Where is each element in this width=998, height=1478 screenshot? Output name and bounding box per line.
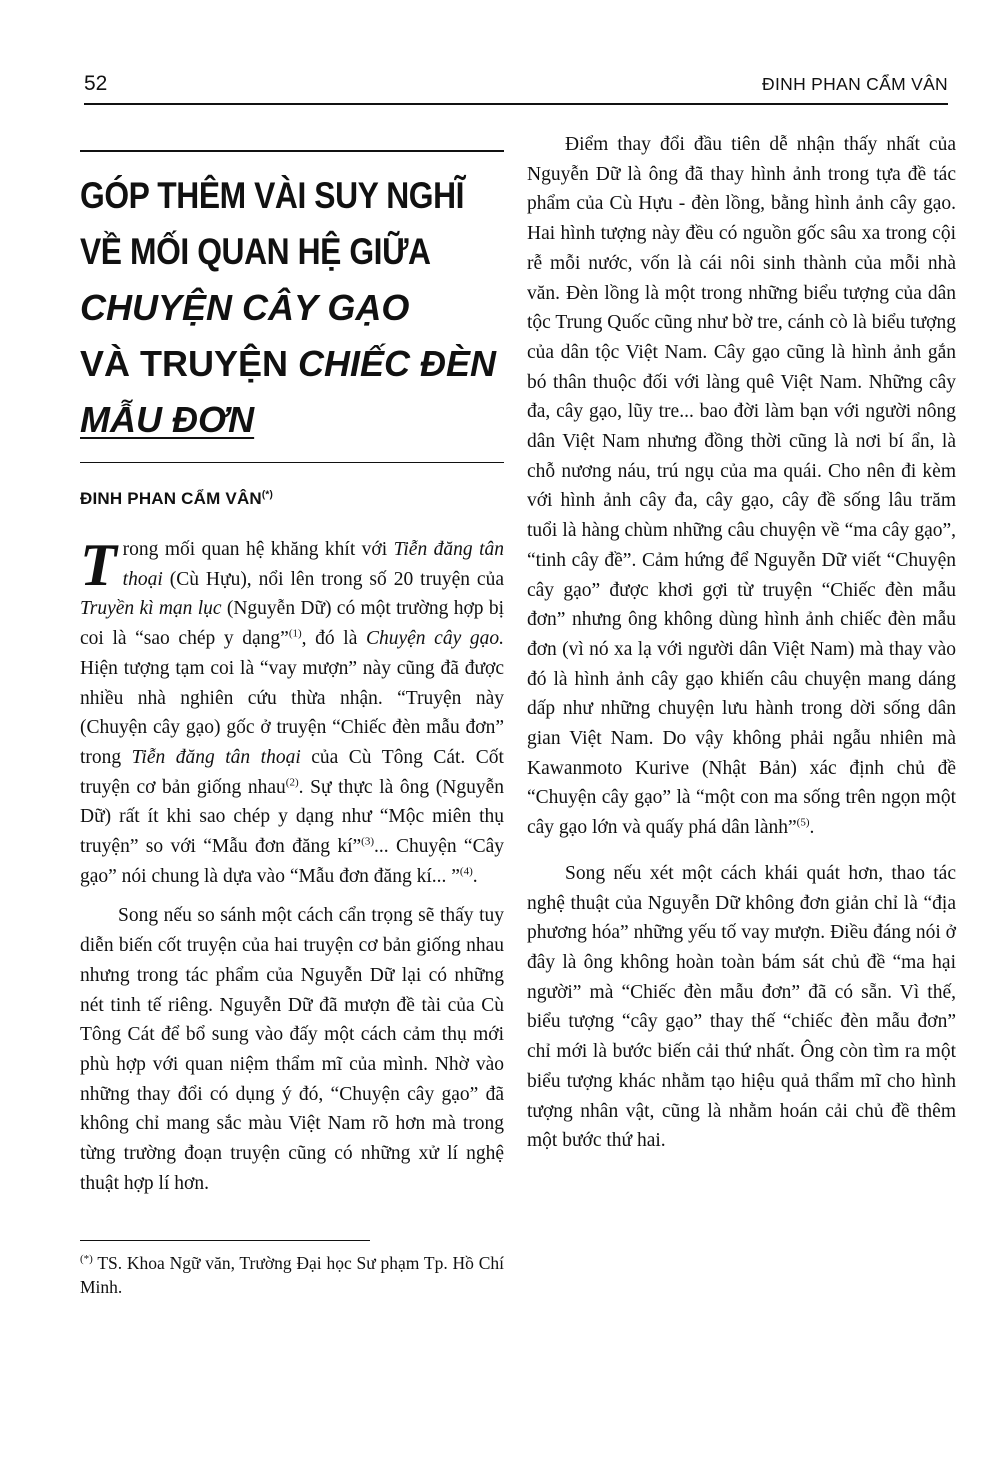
p1-text-k: . Sự thực là ông (Nguyễn Dữ) rất ít khi sao chép y dạng như “Mộc miên thụ truyện” so với “Mẫu đơn đăng kí” [80,776,505,858]
title-bottom-rule [80,462,504,463]
author-note-mark: (*) [261,489,274,501]
footnote-text: TS. Khoa Ngữ văn, Trường Đại học Sư phạm Tp. Hồ Chí Minh. [80,1253,504,1298]
p1-text-f: , đó là [301,628,366,650]
author-byline [80,489,504,509]
p1-text-d: Truyền kì mạn lục [80,598,222,620]
paragraph-2: Song nếu so sánh một cách cẩn trọng sẽ thấy tuy diễn biến cốt truyện của hai truyện cơ bản giống nhau nhưng trong tác phẩm của Nguyễn Dữ lại có những nét tinh tế riêng. Nguyễn Dữ đã mượn đề tài của Cù Tông Cát để bổ sung vào đấy một cách cảm thụ mới phù hợp với quan niệm thẩm mĩ của mình. Nhờ vào những thay đổi có dụng ý đó, “Chuyện cây gạo” đã không chỉ mang sắc màu Việt Nam rõ hơn mà trong từng trường đoạn truyện cũng có những xử lí nghệ thuật hợp lí hơn. [80,905,504,1194]
p1-text-e: (Nguyễn Dữ) có một trường hợp bị coi là “sao chép y dạng” [80,598,505,650]
p1-text-g: Chuyện cây gạo. [365,628,504,650]
p1-text-m: . [472,865,478,887]
drop-cap: T [80,532,117,598]
title-line-5: MẪU ĐƠN [80,399,255,440]
title-line-4-plain: VÀ TRUYỆN [80,343,299,384]
p3-text-a: Điểm thay đổi đầu tiên dễ nhận thấy nhất của Nguyễn Dữ là ông đã thay hình ảnh trong tựa đề tác phẩm của Cù Hựu - đèn lồng, bằng hình ảnh cây gạo. Hai hình tượng này đều có nguồn gốc sâu xa trong cội rễ mỗi nước, vốn là cái nôi sinh thành của mỗi nhà văn. Đèn lồng là một trong những biểu tượng của dân tộc Trung Quốc cũng như bờ tre, cánh cò là biểu tượng của dân tộc Việt Nam. Cây gạo cũng là hình ảnh gắn bó thân thuộc đối với làng quê Việt Nam. Những cây đa, cây gạo, lũy tre... bao đời làm bạn với người nông dân Việt Nam nhưng đồng thời cũng là nơi bí ẩn, là chỗ nương náu, trú ngụ của ma quái. Cho nên đi kèm với hình ảnh cây đa, cây gạo, cây đề sống lâu trăm tuổi là hàng chùm những câu chuyện về “ma cây gạo”, “tinh cây đề”. Cảm hứng để Nguyễn Dữ viết “Chuyện cây gạo” được khơi gợi từ truyện “Chiếc đèn mẫu đơn” nhưng ông không dùng hình ảnh chiếc đèn mẫu đơn (vì nó xa lạ với người dân Việt Nam) mà thay vào đó là hình ảnh cây gạo khiến câu chuyện mang dáng dấp như những chuyện lưu hành trong dời sống dân gian Việt Nam. Do vậy không phải ngẫu nhiên mà Kawanmoto Kurive (Nhật Bản) xác định chủ đề “Chuyện cây gạo” là “một con ma sống trên ngọn một cây gạo lớn và quấy phá dân lành” [527,134,956,839]
p3-text-b: . [809,817,815,839]
page-header [84,72,948,102]
right-column [527,130,956,1156]
title-line-3: CHUYỆN CÂY GẠO [80,287,410,328]
title-line-4-italic: CHIẾC ĐÈN [298,343,497,384]
paragraph-4: Song nếu xét một cách khái quát hơn, thao tác nghệ thuật của Nguyễn Dữ không đơn giản chỉ là “địa phương hóa” những yếu tố vay mượn. Điều đáng nói ở đây là ông không hoàn toàn bám sát chủ đề “ma hại người” mà “Chiếc đèn mẫu đơn” đã có sẵn. Vì thế, biểu tượng “cây gạo” thay thế “chiếc đèn mẫu đơn” chỉ mới là bước biến cải thứ nhất. Ông còn tìm ra một biểu tượng khác nhằm tạo hiệu quả thẩm mĩ cho hình tượng nhân vật, cũng là nhằm hoán cải chủ đề thêm một bước thứ hai. [527,862,956,1152]
author-name: ĐINH PHAN CẨM VÂN [80,489,262,508]
footnote-rule [80,1240,370,1241]
running-head: ĐINH PHAN CẨM VÂN [762,74,948,94]
p1-text-i: Tiễn đăng tân thoại [131,746,301,768]
title-top-rule [80,150,504,152]
footnote-mark: (*) [80,1253,93,1266]
title-line-4 [80,336,504,392]
p1-text-a: rong mối quan hệ khăng khít với [122,539,394,560]
header-rule [84,103,948,105]
footnote-ref-5: (5) [796,816,810,829]
p1-text-h: Hiện tượng tạm coi là “vay mượn” này cũng đã được nhiều nhà nghiên cứu thừa nhận. “Truyện này (Chuyện cây gạo) gốc ở truyện “Chiếc đèn mẫu đơn” trong [80,657,504,768]
p1-text-b: Tiễn đăng tân thoại [122,539,505,590]
title-line-1: GÓP THÊM VÀI SUY NGHĨ [80,175,465,216]
page-number: 52 [84,72,108,95]
footnote-ref-3: (3) [361,835,374,848]
footnote-ref-2: (2) [285,776,299,789]
p1-text-c: (Cù Hựu), nổi lên trong số 20 truyện của [162,568,504,590]
title-line-2: VỀ MỐI QUAN HỆ GIỮA [80,231,431,272]
footnote [80,1251,504,1299]
article-title [80,168,504,448]
left-column [80,150,504,1299]
paragraph-1 [80,532,505,891]
p1-text-l: ... Chuyện “Cây gạo” nói chung là dựa vào “Mẫu đơn đăng kí... ” [80,836,504,887]
footnote-ref-4: (4) [459,865,473,878]
footnote-ref-1: (1) [288,627,302,640]
paragraph-3 [527,130,956,843]
p1-text-j: của Cù Tông Cát. Cốt truyện cơ bản giống nhau [80,746,504,798]
